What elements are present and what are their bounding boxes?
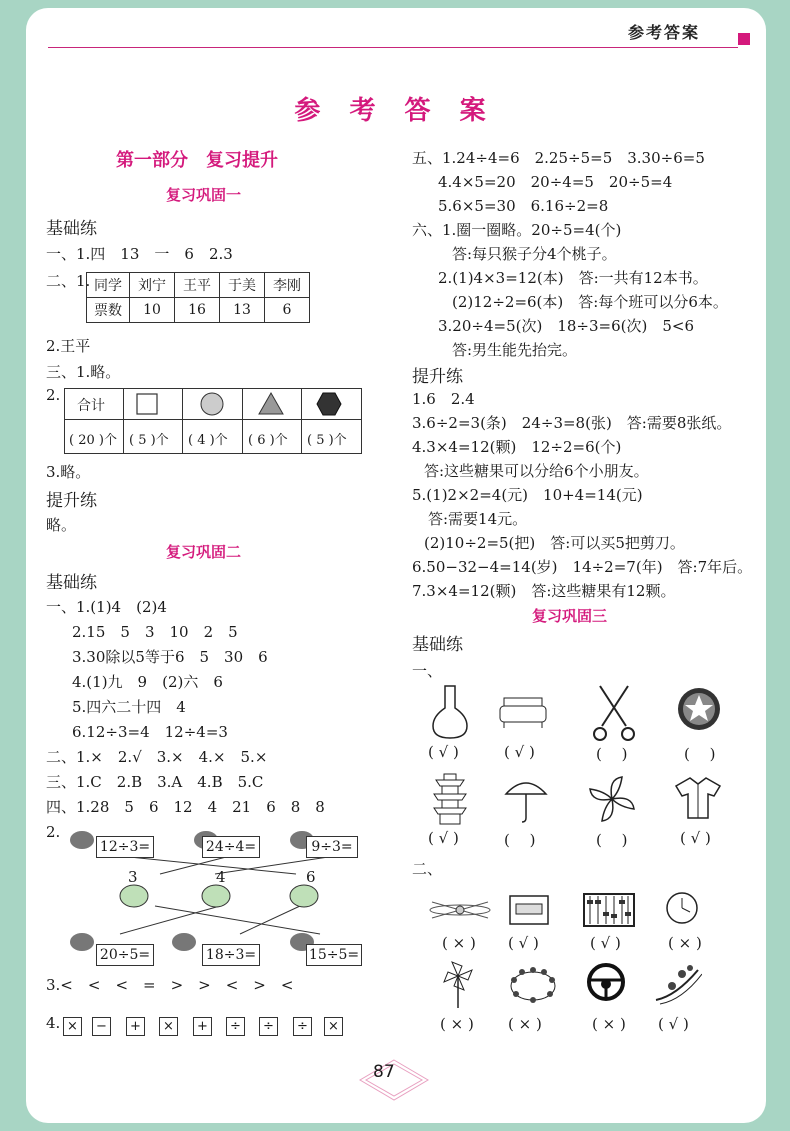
- answer-mark: ( × ): [668, 934, 702, 952]
- section-title-3: 复习巩固三: [532, 607, 608, 625]
- answer-line: 略。: [46, 516, 77, 534]
- flask-icon: [430, 682, 470, 742]
- pagoda-icon: [430, 772, 470, 828]
- answer-line: 6.12÷3=4 12÷4=3: [72, 723, 228, 741]
- scissors-icon: [592, 682, 636, 742]
- shirt-icon: [672, 774, 724, 822]
- match-box: 24÷4=: [202, 836, 260, 858]
- count-label: ( 20 )个: [69, 433, 117, 448]
- answer-line: 3.20÷4=5(次) 18÷3=6(次) 5<6: [438, 317, 694, 335]
- answer-line: 2.: [46, 386, 61, 404]
- triangle-icon: [257, 391, 285, 417]
- match-number: 4: [216, 868, 226, 886]
- answer-mark: ( × ): [508, 1015, 542, 1033]
- answer-mark: ( ): [504, 831, 536, 849]
- shape-table-head: 合计: [77, 398, 105, 414]
- answer-line: (2)12÷2=6(本) 答:每个班可以分6本。: [452, 293, 728, 311]
- basic-heading-2: 基础练: [46, 573, 97, 593]
- basic-heading-1: 基础练: [46, 219, 97, 239]
- answer-mark: ( √ ): [680, 829, 711, 847]
- match-box: 15÷5=: [306, 944, 362, 966]
- clock-icon: [664, 890, 700, 926]
- answer-line: 三、1.略。: [46, 363, 121, 381]
- drawer-box-icon: [506, 892, 552, 928]
- operator-box: ×: [159, 1017, 178, 1036]
- count-label: ( 6 )个: [248, 433, 288, 448]
- up-heading-1: 提升练: [46, 491, 97, 511]
- answer-line: (2)10÷2=5(把) 答:可以买5把剪刀。: [424, 534, 685, 552]
- slide-children-icon: [652, 960, 702, 1006]
- operator-box: +: [193, 1017, 212, 1036]
- match-number: 6: [306, 868, 316, 886]
- answer-line: 2.王平: [46, 337, 91, 355]
- operator-box: ×: [63, 1017, 82, 1036]
- match-box: 12÷3=: [96, 836, 154, 858]
- answer-line: 2.(1)4×3=12(本) 答:一共有12本书。: [438, 269, 708, 287]
- table-cell: 16: [175, 298, 220, 323]
- table-cell: 刘宁: [130, 273, 175, 298]
- page-header: [48, 14, 748, 48]
- answer-mark: ( √ ): [504, 743, 535, 761]
- operator-box: −: [92, 1017, 111, 1036]
- answer-line: 二、1.: [46, 272, 91, 290]
- header-marker: [738, 33, 750, 45]
- question-label: 一、: [412, 662, 443, 680]
- answer-line: 5.6×5=30 6.16÷2=8: [438, 197, 609, 215]
- match-box: 18÷3=: [202, 944, 260, 966]
- part-title: 第一部分 复习提升: [116, 150, 278, 171]
- answer-line: 五、1.24÷4=6 2.25÷5=5 3.30÷6=5: [412, 149, 705, 167]
- page-title: 参 考 答 案: [294, 96, 496, 126]
- answer-line: 4.3×4=12(颗) 12÷2=6(个): [412, 438, 622, 456]
- answer-line: 三、1.C 2.B 3.A 4.B 5.C: [46, 773, 264, 791]
- answer-line: 答:每只猴子分4个桃子。: [452, 245, 617, 263]
- operator-box: +: [126, 1017, 145, 1036]
- answer-line: 5.(1)2×2=4(元) 10+4=14(元): [412, 486, 643, 504]
- answer-mark: ( ): [596, 745, 628, 763]
- count-label: ( 5 )个: [129, 433, 169, 448]
- match-box: 20÷5=: [96, 944, 154, 966]
- section-title-2: 复习巩固二: [166, 543, 242, 561]
- answer-mark: ( √ ): [428, 829, 459, 847]
- table-cell: 李刚: [265, 273, 310, 298]
- answer-mark: ( √ ): [658, 1015, 689, 1033]
- answer-mark: ( × ): [592, 1015, 626, 1033]
- answer-mark: ( × ): [440, 1015, 474, 1033]
- match-number: 3: [128, 868, 138, 886]
- pinwheel-icon: [440, 960, 476, 1010]
- page-number: 87: [373, 1062, 395, 1082]
- count-label: ( 5 )个: [307, 433, 347, 448]
- answer-line: 3.略。: [46, 463, 91, 481]
- table-cell: 6: [265, 298, 310, 323]
- answer-line: 答:需要14元。: [428, 510, 528, 528]
- circle-icon: [199, 391, 225, 417]
- match-box: 9÷3=: [306, 836, 358, 858]
- star-badge-icon: [676, 686, 722, 732]
- answer-mark: ( √ ): [508, 934, 539, 952]
- answer-line: 7.3×4=12(颗) 答:这些糖果有12颗。: [412, 582, 676, 600]
- operator-box: ×: [324, 1017, 343, 1036]
- answer-mark: ( ): [684, 745, 716, 763]
- table-cell: 10: [130, 298, 175, 323]
- table-cell: 同学: [87, 273, 130, 298]
- answer-mark: ( √ ): [428, 743, 459, 761]
- square-icon: [135, 392, 159, 416]
- basic-heading-3: 基础练: [412, 635, 463, 655]
- answer-line: 1.6 2.4: [412, 390, 475, 408]
- abacus-icon: [582, 892, 636, 928]
- answer-mark: ( √ ): [590, 934, 621, 952]
- table-cell: 票数: [87, 298, 130, 323]
- answer-line: 4.: [46, 1014, 61, 1032]
- table-cell: 王平: [175, 273, 220, 298]
- answer-line: 一、1.(1)4 (2)4: [46, 598, 167, 616]
- answer-line: 六、1.圈一圈略。20÷5=4(个): [412, 221, 622, 239]
- sofa-icon: [498, 692, 548, 732]
- operator-box: ÷: [226, 1017, 245, 1036]
- table-cell: 13: [220, 298, 265, 323]
- steering-wheel-icon: [586, 962, 626, 1002]
- answer-line: 一、1.四 13 一 6 2.3: [46, 245, 233, 263]
- answer-line: 二、1.× 2.√ 3.× 4.× 5.×: [46, 748, 268, 766]
- hexagon-icon: [315, 391, 343, 417]
- vote-table: [86, 272, 310, 323]
- header-label: 参考答案: [628, 23, 701, 42]
- count-label: ( 4 )个: [188, 433, 228, 448]
- answer-line: 答:这些糖果可以分给6个小朋友。: [424, 462, 649, 480]
- answer-line: 5.四六二十四 4: [72, 698, 186, 716]
- answer-line: 2.15 5 3 10 2 5: [72, 623, 238, 641]
- answer-line: 3.30除以5等于6 5 30 6: [72, 648, 268, 666]
- children-circle-icon: [506, 962, 560, 1006]
- answer-line: 答:男生能先抬完。: [452, 341, 578, 359]
- answer-line: 4.(1)九 9 (2)六 6: [72, 673, 223, 691]
- shape-count-table: [64, 388, 362, 454]
- answer-line: 6.50−32−4=14(岁) 14÷2=7(年) 答:7年后。: [412, 558, 753, 576]
- operator-box: ÷: [259, 1017, 278, 1036]
- answer-line: 四、1.28 5 6 12 4 21 6 8 8: [46, 798, 325, 816]
- answer-mark: ( ): [596, 831, 628, 849]
- operator-box: ÷: [293, 1017, 312, 1036]
- question-label: 二、: [412, 860, 443, 878]
- pinwheel-shape-icon: [588, 774, 636, 824]
- answer-line: 3.< < < = > > < > <: [46, 976, 294, 994]
- answer-mark: ( × ): [442, 934, 476, 952]
- umbrella-icon: [502, 774, 550, 824]
- answer-line: 3.6÷2=3(条) 24÷3=8(张) 答:需要8张纸。: [412, 414, 732, 432]
- up-heading-2: 提升练: [412, 367, 463, 387]
- answer-line: 4.4×5=20 20÷4=5 20÷5=4: [438, 173, 673, 191]
- table-cell: 于美: [220, 273, 265, 298]
- answer-line: 2.: [46, 823, 61, 841]
- section-title-1: 复习巩固一: [166, 186, 242, 204]
- ceiling-fan-icon: [428, 890, 492, 930]
